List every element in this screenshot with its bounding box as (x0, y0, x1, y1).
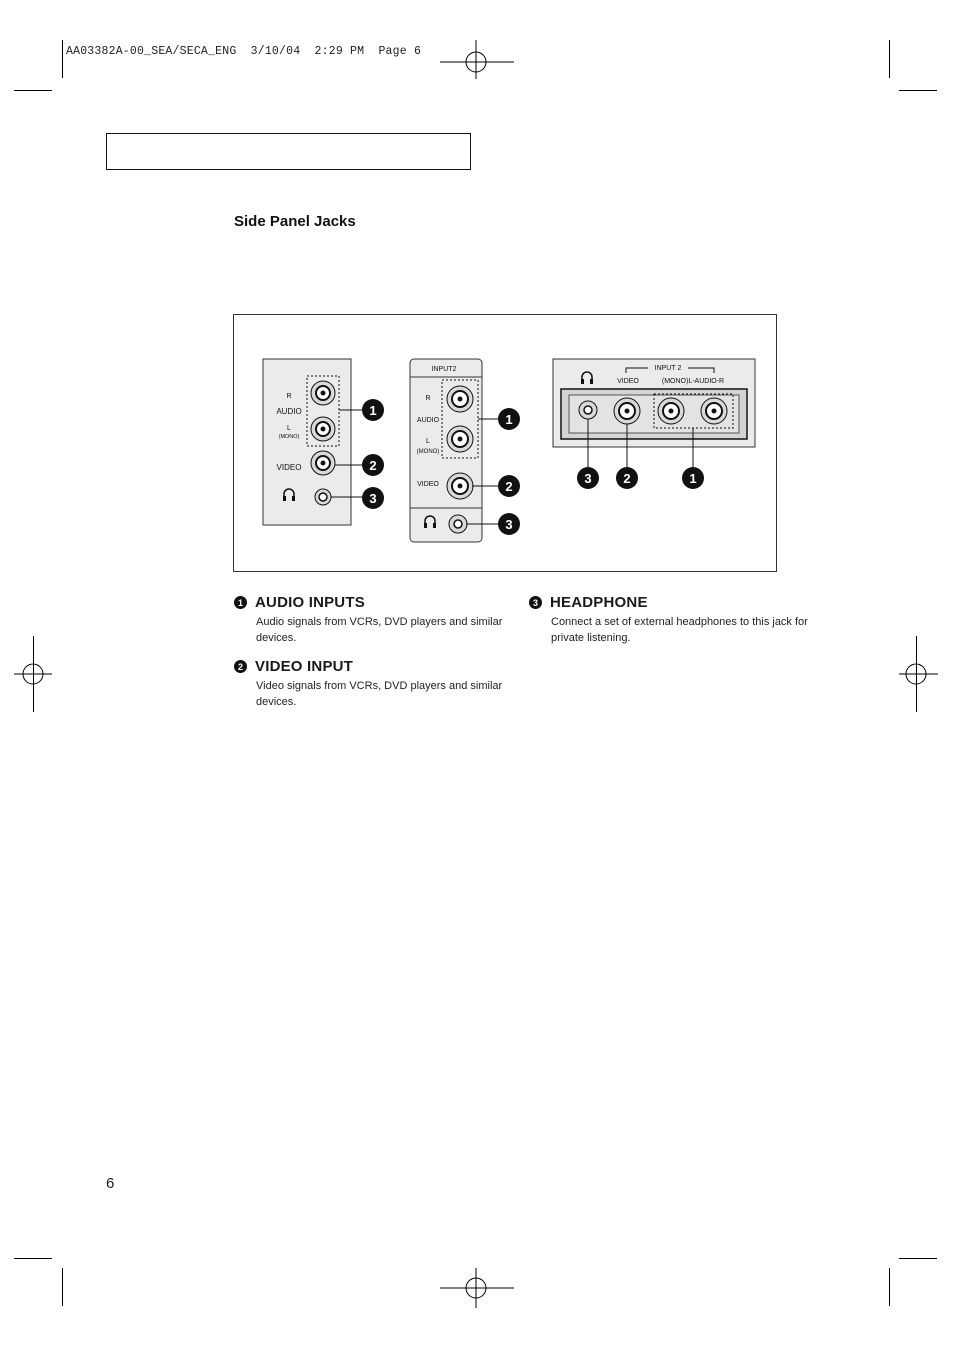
svg-text:1: 1 (689, 471, 697, 486)
item-title: VIDEO INPUT (255, 658, 354, 675)
svg-text:L: L (287, 425, 291, 432)
panel-a (263, 359, 362, 525)
svg-text:R: R (425, 395, 431, 402)
item-headphone (529, 594, 819, 646)
svg-text:1: 1 (369, 403, 377, 418)
svg-text:2: 2 (623, 471, 631, 486)
svg-text:2: 2 (369, 458, 377, 473)
print-slug: AA03382A-00_SEA/SECA_ENG 3/10/04 2:29 PM Page 6 (66, 45, 422, 58)
svg-text:3: 3 (369, 491, 377, 506)
svg-text:VIDEO: VIDEO (417, 481, 439, 488)
number-badge-icon: 1 (234, 596, 247, 609)
svg-text:INPUT2: INPUT2 (431, 366, 457, 373)
svg-text:(MONO): (MONO) (416, 449, 440, 455)
svg-text:(MONO)L-AUDIO-R: (MONO)L-AUDIO-R (661, 378, 725, 385)
panel-b (410, 359, 498, 542)
number-badge-icon: 2 (234, 660, 247, 673)
item-description: Video signals from VCRs, DVD players and similar devices. (256, 680, 503, 708)
svg-text:VIDEO: VIDEO (276, 463, 302, 472)
item-title: AUDIO INPUTS (255, 594, 365, 611)
panel-c (553, 359, 755, 467)
svg-text:AUDIO: AUDIO (416, 417, 440, 424)
svg-text:INPUT 2: INPUT 2 (654, 365, 682, 372)
item-video-input (234, 658, 524, 710)
number-badge-icon: 3 (529, 596, 542, 609)
section-title: Side Panel Jacks (234, 213, 356, 230)
page-number: 6 (106, 1175, 115, 1192)
item-audio-inputs (234, 594, 524, 646)
item-description: Connect a set of external headphones to this jack for private listening. (551, 616, 808, 644)
header-box (106, 133, 471, 170)
svg-text:(MONO): (MONO) (278, 434, 300, 440)
jacks-figure (233, 314, 777, 572)
svg-text:VIDEO: VIDEO (617, 378, 639, 385)
svg-text:R: R (286, 393, 292, 400)
svg-text:AUDIO: AUDIO (276, 407, 302, 416)
svg-text:3: 3 (584, 471, 592, 486)
svg-text:3: 3 (505, 517, 513, 532)
item-description: Audio signals from VCRs, DVD players and similar devices. (256, 616, 503, 644)
svg-text:L: L (426, 438, 430, 445)
svg-text:1: 1 (505, 412, 513, 427)
svg-text:2: 2 (505, 479, 513, 494)
item-title: HEADPHONE (550, 594, 648, 611)
